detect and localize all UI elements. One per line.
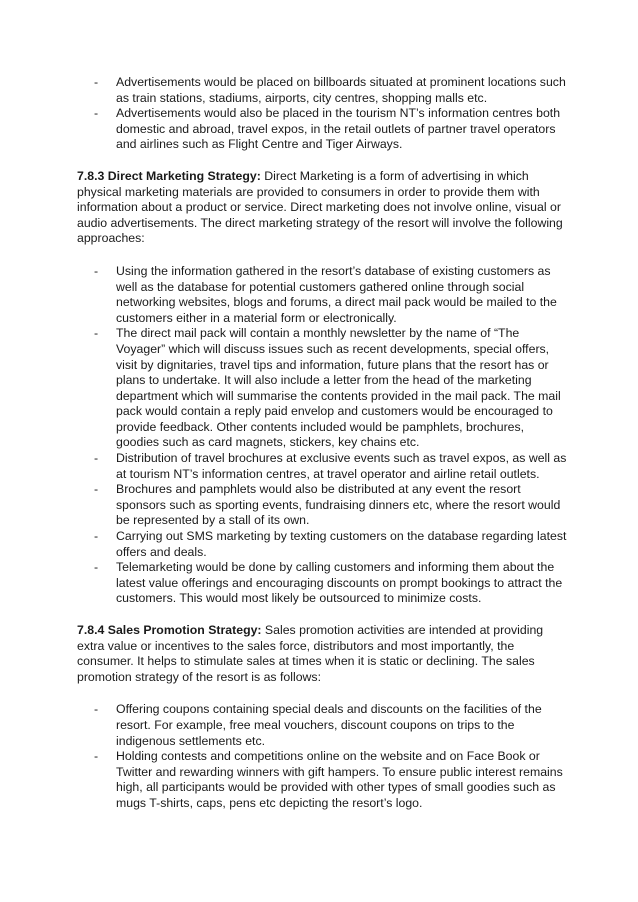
list-item: - Advertisements would also be placed in the tourism NT’s information centres both domestic and abroad, travel expos, in the retail outlets of partner travel operators and airlines such as Flight Centre and Tiger Airways. [94, 106, 568, 153]
section-heading: 7.8.4 Sales Promotion Strategy: [77, 623, 262, 637]
list-item: - Brochures and pamphlets would also be distributed at any event the resort sponsors such as sporting events, fundraising dinners etc, where the resort would be represented by a stall of its own. [94, 482, 568, 529]
section-body: Sales promotion activities are intended at providing extra value or incentives to the sales force, distributors and most importantly, the consumer. It helps to stimulate sales at times when it is static or declining. The sales promotion strategy of the resort is as follows: [77, 623, 544, 684]
list-item: - Offering coupons containing special deals and discounts on the facilities of the resort. For example, free meal vouchers, discount coupons on trips to the indigenous settlements etc. [94, 702, 568, 749]
list-item: - Using the information gathered in the resort’s database of existing customers as well as the database for potential customers gathered online through social networking websites, blogs and forums, a direct mail pack would be mailed to the customers either in a material form or electronically. [94, 264, 568, 326]
section-heading: 7.8.3 Direct Marketing Strategy: [77, 168, 261, 183]
list-item: - Distribution of travel brochures at exclusive events such as travel expos, as well as at tourism NT’s information centres, at travel operator and airline retail outlets. [94, 451, 568, 482]
list-item: - Carrying out SMS marketing by texting customers on the database regarding latest offers and deals. [94, 529, 568, 560]
bullet-list-sales-promotion [77, 702, 568, 811]
bullet-list-advertising [77, 75, 568, 153]
section-direct-marketing [77, 169, 568, 247]
section-sales-promotion [77, 623, 568, 685]
list-item: - Holding contests and competitions online on the website and on Face Book or Twitter and rewarding winners with gift hampers. To ensure public interest remains high, all participants would be provided with other types of small goodies such as mugs T-shirts, caps, pens etc depicting the resort’s logo. [94, 749, 568, 811]
list-item: - The direct mail pack will contain a monthly newsletter by the name of “The Voyager” which will discuss issues such as recent developments, special offers, visit by dignitaries, travel tips and information, future plans that the resort has or plans to undertake. It will also include a letter from the head of the marketing department which will summarise the contents provided in the mail pack. The mail pack would contain a reply paid envelop and customers would be encouraged to provide feedback. Other contents included would be pamphlets, brochures, goodies such as card magnets, stickers, key chains etc. [94, 326, 568, 451]
section-body: Direct Marketing is a form of advertising in which physical marketing materials are provided to consumers in order to provide them with information about a product or service. Direct marketing does not involve online, visual or audio advertisements. The direct marketing strategy of the resort will involve the following approaches: [77, 168, 563, 246]
list-item: - Telemarketing would be done by calling customers and informing them about the latest value offerings and encouraging discounts on prompt bookings to attract the customers. This would most likely be outsourced to minimize costs. [94, 560, 568, 607]
list-item: - Advertisements would be placed on billboards situated at prominent locations such as train stations, stadiums, airports, city centres, shopping malls etc. [94, 75, 568, 106]
bullet-list-direct-marketing [77, 264, 568, 607]
